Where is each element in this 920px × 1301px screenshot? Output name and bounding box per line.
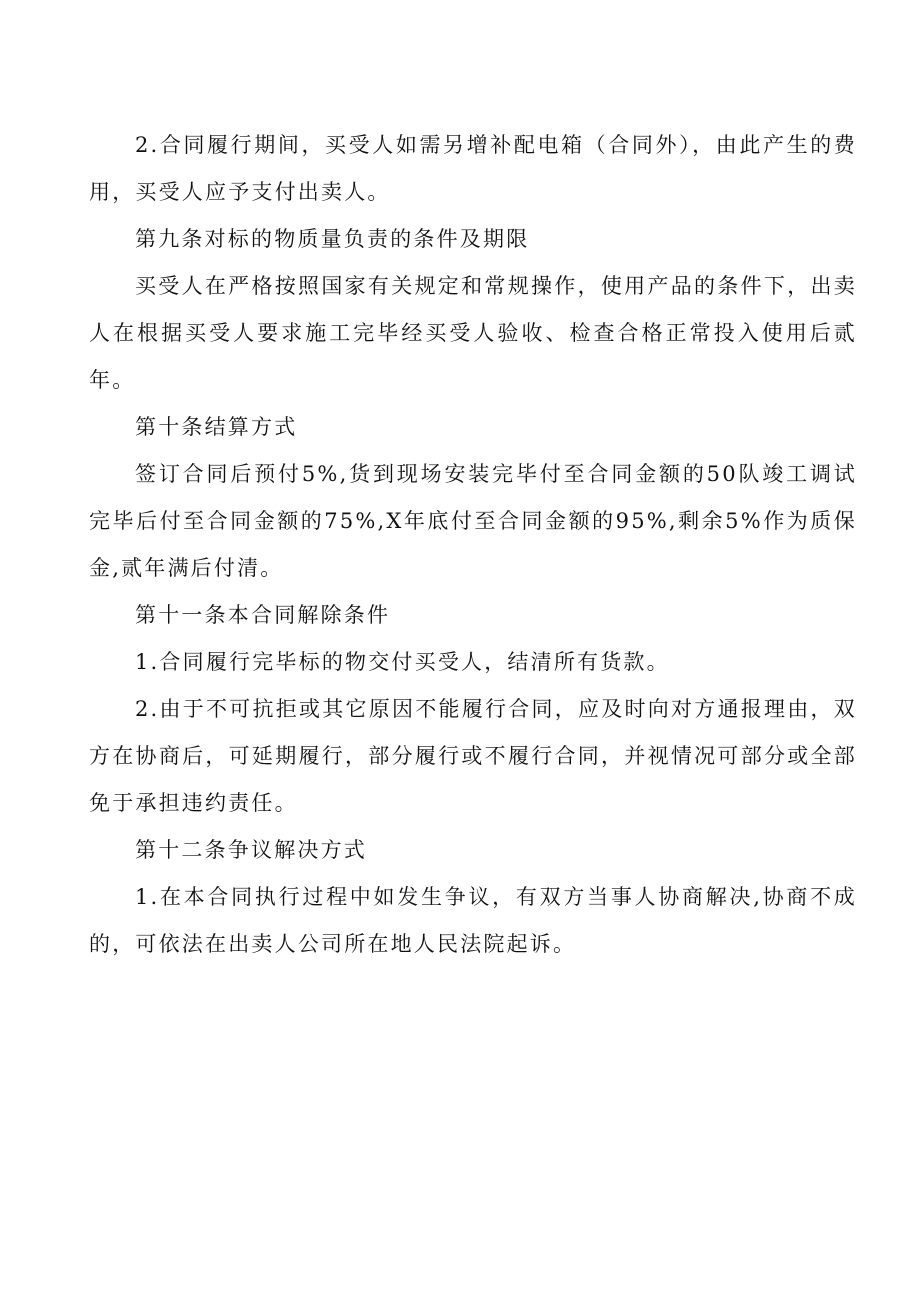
paragraph-payment-terms: 签订合同后预付5%,货到现场安装完毕付至合同金额的50队竣工调试完毕后付至合同金额的75%,X年底付至合同金额的95%,剩余5%作为质保金,贰年满后付清。 <box>89 462 858 580</box>
heading-article-10-settlement: 第十条结算方式 <box>135 415 298 439</box>
paragraph-supplementary-cost: 2.合同履行期间，买受人如需另增补配电箱（合同外），由此产生的费用，买受人应予支付出卖人。 <box>89 133 857 204</box>
paragraph-quality-period: 买受人在严格按照国家有关规定和常规操作，使用产品的条件下，出卖人在根据买受人要求施工完毕经买受人验收、检查合格正常投入使用后贰年。 <box>89 274 857 392</box>
paragraph-dispute-1: 1.在本合同执行过程中如发生争议，有双方当事人协商解决,协商不成的，可依法在出卖人公司所在地人民法院起诉。 <box>89 885 857 956</box>
paragraph-termination-1: 1.合同履行完毕标的物交付买受人，结清所有货款。 <box>135 650 670 674</box>
heading-article-12-dispute: 第十二条争议解决方式 <box>135 838 367 862</box>
heading-article-11-termination: 第十一条本合同解除条件 <box>135 603 391 627</box>
heading-article-9-quality: 第九条对标的物质量负责的条件及期限 <box>135 227 530 251</box>
document-body <box>89 122 857 968</box>
paragraph-termination-2: 2.由于不可抗拒或其它原因不能履行合同，应及时向对方通报理由，双方在协商后，可延期履行，部分履行或不履行合同，并视情况可部分或全部免于承担违约责任。 <box>89 697 857 815</box>
